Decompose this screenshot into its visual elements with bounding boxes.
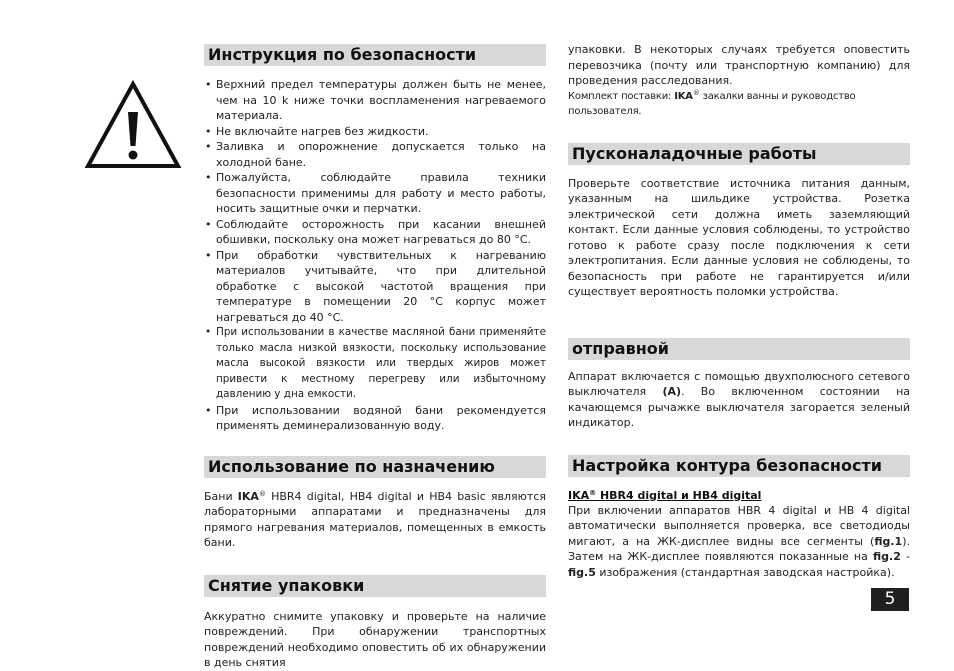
safety-circuit-heading: Настройка контура безопасности [568,455,910,477]
safety-bullet-4: • Пожалуйста, соблюдайте правила техники безопасности применимы для работу и место работы, носить защитные очки и перчатки. [204,170,546,217]
commissioning-text: Проверьте соответствие источника питания данным, указанным на шильдике устройства. Розетка электрической сети должна иметь заземляющий контакт. Если данные условия соблюдены, то устройство готово к работе сразу после подключения к сети электропитания. Если данные условия не соблюдены, то безопасность при работе не гарантируется и/или существует вероятность поломки устройства. [568,176,910,298]
registered-mark: ® [589,488,597,497]
unpacking-text-part2: упаковки. В некоторых случаях требуется оповестить перевозчика (почту или транспортную компанию) для проведения расследования. [568,43,910,87]
intended-use-text [204,489,546,551]
right-column [568,42,910,580]
page-number: 5 [871,588,909,611]
safety-bullet-8: • При использовании водяной бани рекомендуется применять деминерализованную воду. [204,403,546,434]
registered-mark: ® [692,88,700,97]
delivery-pre: Комплект поставки: [568,90,675,102]
fig1-ref: fig.1 [874,534,903,548]
safety-circuit-subheading [568,488,910,503]
unpacking-heading: Снятие упаковки [204,575,546,597]
switch-label-a: (A) [662,385,682,398]
safety-circuit-t4: изображения (стандартная заводская настройка). [595,565,895,579]
switch-on-text [568,369,910,431]
safety-bullet-3: • Заливка и опорожнение допускается только на холодной бане. [204,139,546,170]
safety-bullet-list [204,77,546,434]
unpacking-text-part1: Аккуратно снимите упаковку и проверьте на наличие повреждений. При обнаружении транспортных повреждений необходимо оповестить об их обнаружении в день снятия [204,609,546,669]
commissioning-heading: Пусконаладочные работы [568,143,910,165]
ika-brand: IKA [674,90,693,102]
switch-on-pre: Аппарат включается с помощью двухполюсного сетевого выключателя [568,369,910,398]
delivery-post: закалки ванны и руководство пользователя. [568,90,856,117]
safety-circuit-text [568,503,910,581]
switch-on-heading: отправной [568,338,910,360]
warning-triangle-icon [84,80,182,170]
safety-heading: Инструкция по безопасности [204,44,546,66]
fig5-ref: fig.5 [568,565,596,579]
safety-bullet-7: • При использовании в качестве масляной бани применяйте только масла низкой вязкости, поскольку использование масла высокой вязкости или твердых жиров может привести к местному перегреву или избыточному давлению у дна емкости. [204,325,546,403]
switch-on-post: . Во включенном состоянии на качающемся рычажке выключателя загорается зеленый индикатор. [568,385,911,429]
intended-use-post: HBR4 digital, HB4 digital и HB4 basic являются лабораторными аппаратами и предназначены для прямого нагревания материалов, помещенных в емкость бани. [204,489,546,549]
safety-bullet-2: • Не включайте нагрев без жидкости. [204,124,546,140]
ika-brand: IKA [237,489,259,503]
safety-bullet-5: • Соблюдайте осторожность при касании внешней обшивки, поскольку она может нагреваться до 80 °C. [204,217,546,248]
safety-circuit-t1: При включении аппаратов HBR 4 digital и HB 4 digital автоматически выполняется проверка, все светодиоды мигают, а на ЖК-дисплее видны все сегменты ( [568,503,910,548]
safety-bullet-1: • Верхний предел температуры должен быть не менее, чем на 10 k ниже точки воспламенения нагреваемого материала. [204,77,546,124]
fig2-ref: fig.2 [873,550,901,563]
intended-use-heading: Использование по назначению [204,456,546,478]
intended-use-pre: Бани [204,489,238,503]
safety-bullet-6: • При обработки чувствительных к нагреванию материалов учитывайте, что при длительной обработке с высокой частотой вращения при температуре в помещении 20 °C корпус может нагреваться до 40 °C. [204,248,546,326]
safety-circuit-t2: ). Затем на ЖК-дисплее появляются показанные на [568,534,910,563]
ika-brand: IKA [568,488,590,502]
safety-circuit-t3: - [900,550,910,563]
subheading-models: HBR4 digital и HB4 digital [596,488,762,502]
left-column [204,44,546,671]
delivery-scope-text [568,89,910,119]
registered-mark: ® [258,489,266,498]
